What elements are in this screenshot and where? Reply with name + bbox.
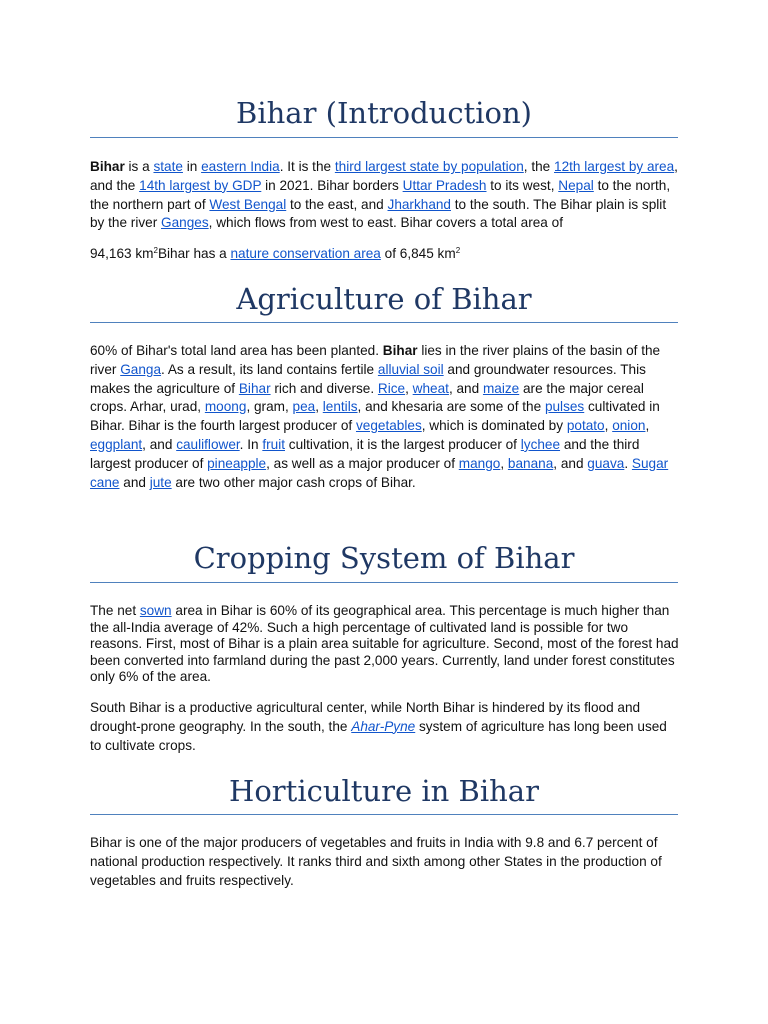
- link-sown[interactable]: sown: [139, 603, 172, 618]
- link-jharkhand[interactable]: Jharkhand: [387, 196, 451, 212]
- link-ahar-pyne[interactable]: Ahar-Pyne: [351, 718, 416, 734]
- horticulture-paragraph: Bihar is one of the major producers of vegetables and fruits in India with 9.8 and 6.7 percent of national production respectively. It ranks third and sixth among other States in the production of vegetables and fruits respectively.: [90, 835, 662, 888]
- cropping-paragraph-1: The net sown area in Bihar is 60% of its geographical area. This percentage is much higher than the all-India average of 42%. Such a high percentage of cultivated land is possible for two reasons. First, most of Bihar is a plain area suitable for agriculture. Second, most of the forest had been converted into farmland during the past 2,000 years. Currently, land under forest constitutes only 6% of the area.: [90, 603, 679, 685]
- link-wheat[interactable]: wheat: [412, 380, 449, 396]
- agriculture-paragraph: 60% of Bihar's total land area has been planted. Bihar lies in the river plains of the basin of the river Ganga. As a result, its land contains fertile alluvial soil and groundwater resources. This makes the agriculture of Bihar rich and diverse. Rice, wheat, and maize are the major cereal crops. Arhar, urad, moong, gram, pea, lentils, and khesaria are some of the pulses cultivated in Bihar. Bihar is the fourth largest producer of vegetables, which is dominated by potato, onion, eggplant, and cauliflower. In fruit cultivation, it is the largest producer of lychee and the third largest producer of pineapple, as well as a major producer of mango, banana, and guava. Sugar cane and jute are two other major cash crops of Bihar.: [90, 343, 669, 490]
- area-paragraph: 94,163 $km^2Bihar$ has a nature conservation area of 6,845 $km^2$: [90, 246, 461, 261]
- bold-term: Bihar: [382, 343, 418, 358]
- link-moong[interactable]: moong: [204, 399, 247, 415]
- link-lychee[interactable]: lychee: [520, 436, 561, 452]
- link-pea[interactable]: pea: [292, 399, 316, 415]
- link-eggplant[interactable]: eggplant: [90, 436, 143, 452]
- heading-agriculture: Agriculture of Bihar: [236, 282, 532, 316]
- cropping-paragraph-2: South Bihar is a productive agricultural center, while North Bihar is hindered by its flood and drought-prone geography. In the south, the Ahar-Pyne system of agriculture has long been used to cultivate crops.: [90, 700, 667, 753]
- link-mango[interactable]: mango: [458, 455, 501, 471]
- link-ganga[interactable]: Ganga: [120, 361, 162, 377]
- link-fruit[interactable]: fruit: [262, 436, 285, 452]
- heading-cropping-system: Cropping System of Bihar: [193, 541, 575, 575]
- link-sugar-cane[interactable]: Sugar cane: [90, 455, 669, 490]
- link-pineapple[interactable]: pineapple: [207, 455, 267, 471]
- link-onion[interactable]: onion: [612, 418, 646, 434]
- link-12th-largest-area[interactable]: 12th largest by area: [554, 159, 675, 174]
- link-eastern-india[interactable]: eastern India: [201, 159, 280, 174]
- link-nature-conservation-area[interactable]: nature conservation area: [230, 246, 381, 261]
- link-14th-largest-gdp[interactable]: 14th largest by GDP: [139, 177, 262, 193]
- link-ganges[interactable]: Ganges: [161, 215, 209, 231]
- heading-divider: [90, 814, 678, 815]
- link-state[interactable]: state: [153, 159, 183, 174]
- heading-divider: [90, 137, 678, 138]
- link-potato[interactable]: potato: [566, 418, 605, 434]
- heading-divider: [90, 582, 678, 583]
- link-west-bengal[interactable]: West Bengal: [209, 196, 287, 212]
- link-bihar[interactable]: Bihar: [238, 380, 271, 396]
- heading-introduction: Bihar (Introduction): [236, 96, 532, 130]
- link-vegetables[interactable]: vegetables: [355, 418, 422, 434]
- link-third-largest-population[interactable]: third largest state by population: [334, 159, 524, 174]
- link-guava[interactable]: guava: [587, 455, 625, 471]
- link-pulses[interactable]: pulses: [544, 399, 585, 415]
- link-cauliflower[interactable]: cauliflower: [176, 436, 240, 452]
- link-alluvial-soil[interactable]: alluvial soil: [377, 361, 444, 377]
- heading-divider: [90, 322, 678, 323]
- link-maize[interactable]: maize: [482, 380, 520, 396]
- link-lentils[interactable]: lentils: [322, 399, 358, 415]
- intro-paragraph: Bihar is a state in eastern India. It is the third largest state by population, the 12th largest by area, and the 14th largest by GDP in 2021. Bihar borders Uttar Pradesh to its west, Nepal to the north, the northern part of West Bengal to the east, and Jharkhand to the south. The Bihar plain is split by the river Ganges, which flows from west to east. Bihar covers a total area of: [90, 159, 678, 231]
- bold-term: Bihar: [90, 159, 125, 174]
- link-rice[interactable]: Rice: [377, 380, 406, 396]
- link-uttar-pradesh[interactable]: Uttar Pradesh: [402, 177, 487, 193]
- link-nepal[interactable]: Nepal: [558, 177, 594, 193]
- heading-horticulture: Horticulture in Bihar: [229, 774, 539, 808]
- link-jute[interactable]: jute: [149, 474, 172, 490]
- link-banana[interactable]: banana: [507, 455, 554, 471]
